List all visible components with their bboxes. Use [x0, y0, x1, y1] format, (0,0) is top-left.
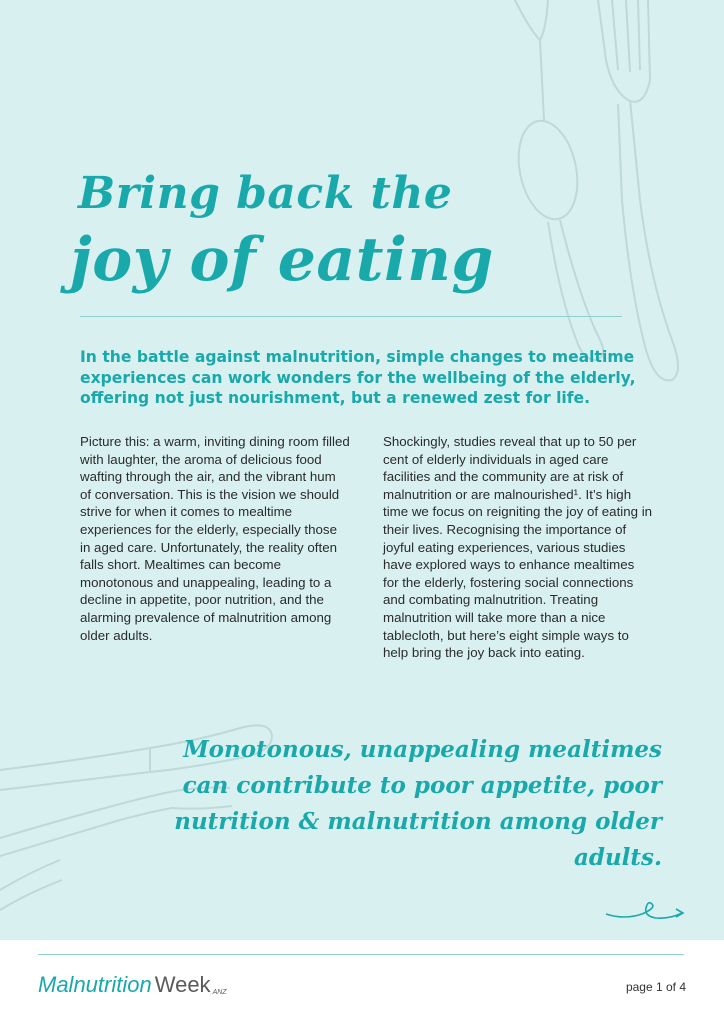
footer-divider: [38, 954, 684, 955]
divider: [80, 316, 622, 317]
brand-logo: [38, 972, 227, 998]
footer: [0, 940, 724, 1024]
pull-quote: Monotonous, unappealing mealtimes can contribute to poor appetite, poor nutrition & malnutrition among older adults.: [174, 736, 662, 871]
brand-name: Malnutrition: [38, 972, 152, 997]
body-column-left: Picture this: a warm, inviting dining room filled with laughter, the aroma of delicious food wafting through the air, and the vibrant hum of conversation. This is the vision we should strive for when it comes to mealtime experiences for the elderly, especially those in aged care. Unfortunately, the reality often falls short. Mealtimes can become monotonous and unappealing, leading to a decline in appetite, poor nutrition, and the alarming prevalence of malnutrition among older adults.: [80, 434, 350, 643]
page-number: page 1 of 4: [625, 980, 686, 994]
brand-week: Week: [154, 972, 211, 997]
page-title-line2: joy of eating: [70, 225, 494, 295]
lead-paragraph: In the battle against malnutrition, simple changes to mealtime experiences can work wonders for the wellbeing of the elderly, offering not just nourishment, but a renewed zest for life.: [80, 348, 636, 407]
brand-region: ANZ: [212, 989, 227, 996]
page-title-line1: Bring back the: [78, 168, 453, 219]
body-column-right: Shockingly, studies reveal that up to 50 per cent of elderly individuals in aged care facilities and the community are at risk of malnutrition or are malnourished¹. It’s high time we focus on reigniting the joy of eating in their lives. Recognising the importance of joyful eating experiences, various studies have explored ways to enhance mealtimes for the elderly, fostering social connections and combating malnutrition. Treating malnutrition will take more than a nice tablecloth, but here’s eight simple ways to help bring the joy back into eating.: [383, 434, 653, 661]
squiggle-arrow-icon: [604, 900, 688, 926]
